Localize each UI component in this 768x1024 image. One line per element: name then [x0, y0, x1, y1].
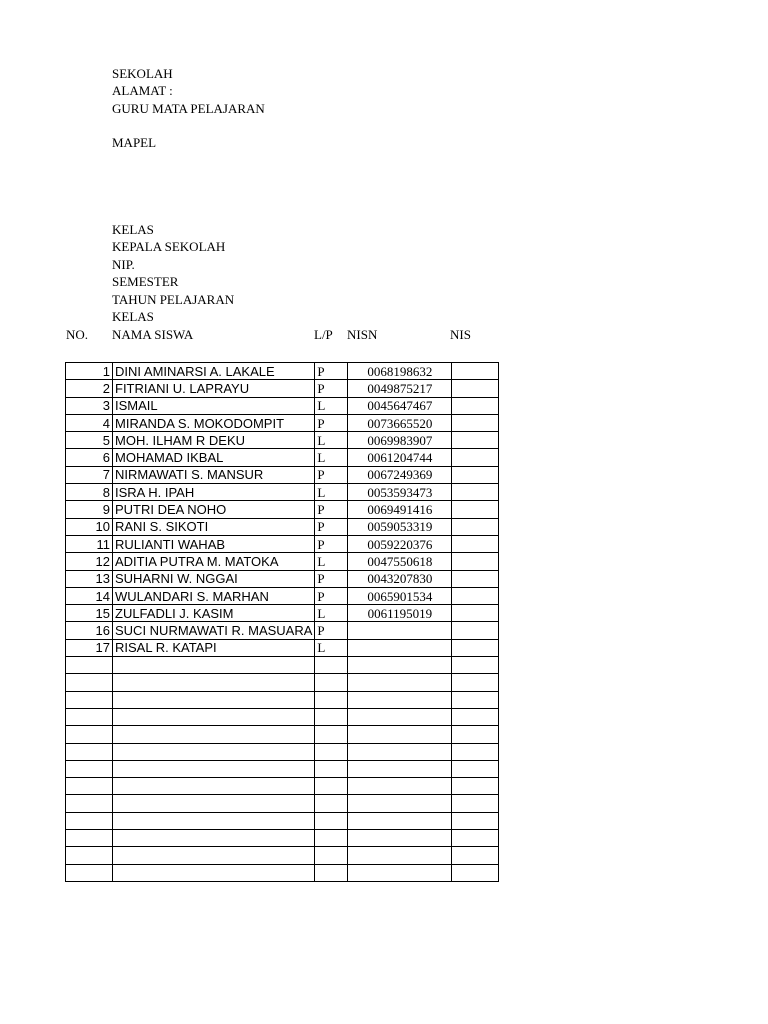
table-row — [66, 484, 499, 501]
cell-no: 11 — [66, 535, 113, 552]
table-row — [66, 605, 499, 622]
cell-nis — [452, 432, 499, 449]
table-row — [66, 639, 499, 656]
cell-lp — [315, 830, 348, 847]
cell-lp: P — [315, 466, 348, 483]
cell-nisn — [348, 622, 452, 639]
table-row — [66, 380, 499, 397]
cell-nisn: 0073665520 — [348, 414, 452, 431]
cell-lp — [315, 674, 348, 691]
table-row — [66, 830, 499, 847]
cell-nis — [452, 570, 499, 587]
cell-nis — [452, 380, 499, 397]
table-row — [66, 587, 499, 604]
column-header-nisn: NISN — [347, 327, 378, 342]
cell-nama-siswa: ADITIA PUTRA M. MATOKA — [113, 553, 315, 570]
cell-nis — [452, 449, 499, 466]
cell-nisn: 0069491416 — [348, 501, 452, 518]
cell-nisn — [348, 847, 452, 864]
table-row — [66, 674, 499, 691]
cell-nis — [452, 812, 499, 829]
cell-nama-siswa — [113, 708, 315, 725]
cell-nama-siswa — [113, 864, 315, 881]
cell-nis — [452, 535, 499, 552]
cell-no — [66, 864, 113, 881]
label-kelas-top: KELAS — [112, 222, 154, 237]
cell-nisn — [348, 691, 452, 708]
cell-nis — [452, 830, 499, 847]
cell-no — [66, 760, 113, 777]
table-row — [66, 847, 499, 864]
cell-nama-siswa — [113, 726, 315, 743]
cell-nisn — [348, 743, 452, 760]
cell-nama-siswa: RANI S. SIKOTI — [113, 518, 315, 535]
cell-nisn — [348, 864, 452, 881]
cell-nama-siswa — [113, 847, 315, 864]
column-header-lp: L/P — [314, 327, 333, 342]
label-semester: SEMESTER — [112, 274, 179, 289]
cell-lp — [315, 708, 348, 725]
cell-nama-siswa: SUCI NURMAWATI R. MASUARA — [113, 622, 315, 639]
student-table-body — [66, 363, 499, 882]
table-row — [66, 414, 499, 431]
table-row — [66, 778, 499, 795]
cell-no — [66, 795, 113, 812]
cell-nisn: 0045647467 — [348, 397, 452, 414]
table-row — [66, 726, 499, 743]
cell-nisn: 0059053319 — [348, 518, 452, 535]
cell-lp: P — [315, 587, 348, 604]
table-row — [66, 570, 499, 587]
cell-nama-siswa — [113, 674, 315, 691]
cell-nama-siswa: NIRMAWATI S. MANSUR — [113, 466, 315, 483]
cell-no: 7 — [66, 466, 113, 483]
table-row — [66, 535, 499, 552]
cell-nama-siswa: DINI AMINARSI A. LAKALE — [113, 363, 315, 380]
cell-lp — [315, 657, 348, 674]
cell-lp — [315, 847, 348, 864]
cell-lp — [315, 812, 348, 829]
cell-nisn: 0061195019 — [348, 605, 452, 622]
cell-nis — [452, 795, 499, 812]
cell-nis — [452, 553, 499, 570]
cell-no — [66, 778, 113, 795]
cell-no: 16 — [66, 622, 113, 639]
cell-nis — [452, 622, 499, 639]
cell-no — [66, 657, 113, 674]
cell-lp: P — [315, 414, 348, 431]
cell-lp — [315, 760, 348, 777]
table-row — [66, 432, 499, 449]
cell-nis — [452, 466, 499, 483]
cell-no — [66, 708, 113, 725]
cell-nis — [452, 657, 499, 674]
label-kelas-bottom: KELAS — [112, 309, 154, 324]
cell-nisn — [348, 760, 452, 777]
table-row — [66, 518, 499, 535]
table-row — [66, 449, 499, 466]
cell-no: 3 — [66, 397, 113, 414]
column-header-no: NO. — [66, 327, 89, 342]
cell-no: 10 — [66, 518, 113, 535]
table-row — [66, 864, 499, 881]
cell-nisn — [348, 657, 452, 674]
cell-no: 17 — [66, 639, 113, 656]
cell-nisn: 0049875217 — [348, 380, 452, 397]
cell-lp — [315, 778, 348, 795]
cell-no — [66, 691, 113, 708]
table-row — [66, 466, 499, 483]
cell-nis — [452, 864, 499, 881]
table-row — [66, 743, 499, 760]
table-row — [66, 553, 499, 570]
cell-nis — [452, 708, 499, 725]
label-sekolah: SEKOLAH — [112, 66, 173, 81]
cell-nama-siswa: FITRIANI U. LAPRAYU — [113, 380, 315, 397]
cell-nis — [452, 778, 499, 795]
cell-nisn — [348, 639, 452, 656]
cell-no — [66, 674, 113, 691]
cell-nis — [452, 726, 499, 743]
table-row — [66, 501, 499, 518]
cell-nisn — [348, 778, 452, 795]
cell-nisn: 0059220376 — [348, 535, 452, 552]
cell-nama-siswa — [113, 657, 315, 674]
cell-lp: L — [315, 432, 348, 449]
student-table — [65, 362, 499, 882]
table-row — [66, 795, 499, 812]
table-row — [66, 812, 499, 829]
cell-nisn: 0069983907 — [348, 432, 452, 449]
cell-lp — [315, 726, 348, 743]
label-alamat: ALAMAT : — [112, 83, 173, 98]
cell-nama-siswa — [113, 760, 315, 777]
table-row — [66, 708, 499, 725]
cell-lp: L — [315, 639, 348, 656]
cell-no: 6 — [66, 449, 113, 466]
cell-nama-siswa: MOH. ILHAM R DEKU — [113, 432, 315, 449]
cell-nama-siswa — [113, 795, 315, 812]
cell-nis — [452, 363, 499, 380]
cell-lp — [315, 691, 348, 708]
cell-nis — [452, 397, 499, 414]
cell-nisn — [348, 812, 452, 829]
cell-nisn: 0053593473 — [348, 484, 452, 501]
cell-nis — [452, 484, 499, 501]
cell-nisn: 0043207830 — [348, 570, 452, 587]
cell-nisn: 0065901534 — [348, 587, 452, 604]
cell-nisn — [348, 674, 452, 691]
cell-lp: P — [315, 501, 348, 518]
cell-nama-siswa — [113, 830, 315, 847]
cell-nisn — [348, 708, 452, 725]
cell-nama-siswa: MOHAMAD IKBAL — [113, 449, 315, 466]
label-kepala-sekolah: KEPALA SEKOLAH — [112, 239, 226, 254]
cell-no: 1 — [66, 363, 113, 380]
cell-nama-siswa: RULIANTI WAHAB — [113, 535, 315, 552]
label-nip: NIP. — [112, 257, 135, 272]
column-header-nama: NAMA SISWA — [112, 327, 194, 342]
cell-no: 9 — [66, 501, 113, 518]
cell-nama-siswa: RISAL R. KATAPI — [113, 639, 315, 656]
cell-lp — [315, 864, 348, 881]
cell-lp: P — [315, 518, 348, 535]
cell-lp — [315, 795, 348, 812]
table-row — [66, 363, 499, 380]
cell-lp: P — [315, 535, 348, 552]
cell-nama-siswa: ISMAIL — [113, 397, 315, 414]
cell-nis — [452, 691, 499, 708]
cell-nisn: 0067249369 — [348, 466, 452, 483]
cell-nama-siswa — [113, 691, 315, 708]
cell-lp: L — [315, 484, 348, 501]
cell-nis — [452, 760, 499, 777]
cell-lp: L — [315, 449, 348, 466]
table-row — [66, 760, 499, 777]
cell-no — [66, 847, 113, 864]
label-mapel: MAPEL — [112, 135, 157, 150]
cell-no: 8 — [66, 484, 113, 501]
cell-lp: P — [315, 380, 348, 397]
cell-lp: L — [315, 605, 348, 622]
cell-nama-siswa: SUHARNI W. NGGAI — [113, 570, 315, 587]
cell-nis — [452, 847, 499, 864]
cell-nisn: 0061204744 — [348, 449, 452, 466]
table-row — [66, 691, 499, 708]
cell-nis — [452, 414, 499, 431]
cell-nis — [452, 743, 499, 760]
cell-nama-siswa — [113, 778, 315, 795]
cell-no — [66, 743, 113, 760]
cell-no: 14 — [66, 587, 113, 604]
cell-no — [66, 812, 113, 829]
cell-nis — [452, 674, 499, 691]
cell-nama-siswa: ZULFADLI J. KASIM — [113, 605, 315, 622]
cell-nisn — [348, 830, 452, 847]
cell-no: 12 — [66, 553, 113, 570]
cell-nama-siswa — [113, 812, 315, 829]
cell-no: 13 — [66, 570, 113, 587]
cell-lp: L — [315, 397, 348, 414]
cell-no: 2 — [66, 380, 113, 397]
cell-nisn — [348, 726, 452, 743]
label-tahun-pelajaran: TAHUN PELAJARAN — [112, 292, 235, 307]
cell-nis — [452, 518, 499, 535]
cell-no: 15 — [66, 605, 113, 622]
cell-nisn: 0047550618 — [348, 553, 452, 570]
cell-nama-siswa — [113, 743, 315, 760]
cell-lp: P — [315, 622, 348, 639]
cell-nama-siswa: ISRA H. IPAH — [113, 484, 315, 501]
table-row — [66, 622, 499, 639]
cell-no — [66, 726, 113, 743]
column-header-nis: NIS — [450, 327, 471, 342]
cell-lp — [315, 743, 348, 760]
cell-nama-siswa: MIRANDA S. MOKODOMPIT — [113, 414, 315, 431]
cell-nis — [452, 501, 499, 518]
cell-nama-siswa: WULANDARI S. MARHAN — [113, 587, 315, 604]
cell-no: 4 — [66, 414, 113, 431]
table-row — [66, 397, 499, 414]
cell-lp: P — [315, 363, 348, 380]
cell-no: 5 — [66, 432, 113, 449]
cell-nis — [452, 639, 499, 656]
cell-lp: L — [315, 553, 348, 570]
cell-nis — [452, 587, 499, 604]
cell-nis — [452, 605, 499, 622]
cell-lp: P — [315, 570, 348, 587]
label-guru-mapel: GURU MATA PELAJARAN — [112, 101, 265, 116]
cell-nisn: 0068198632 — [348, 363, 452, 380]
table-row — [66, 657, 499, 674]
cell-nama-siswa: PUTRI DEA NOHO — [113, 501, 315, 518]
cell-nisn — [348, 795, 452, 812]
cell-no — [66, 830, 113, 847]
